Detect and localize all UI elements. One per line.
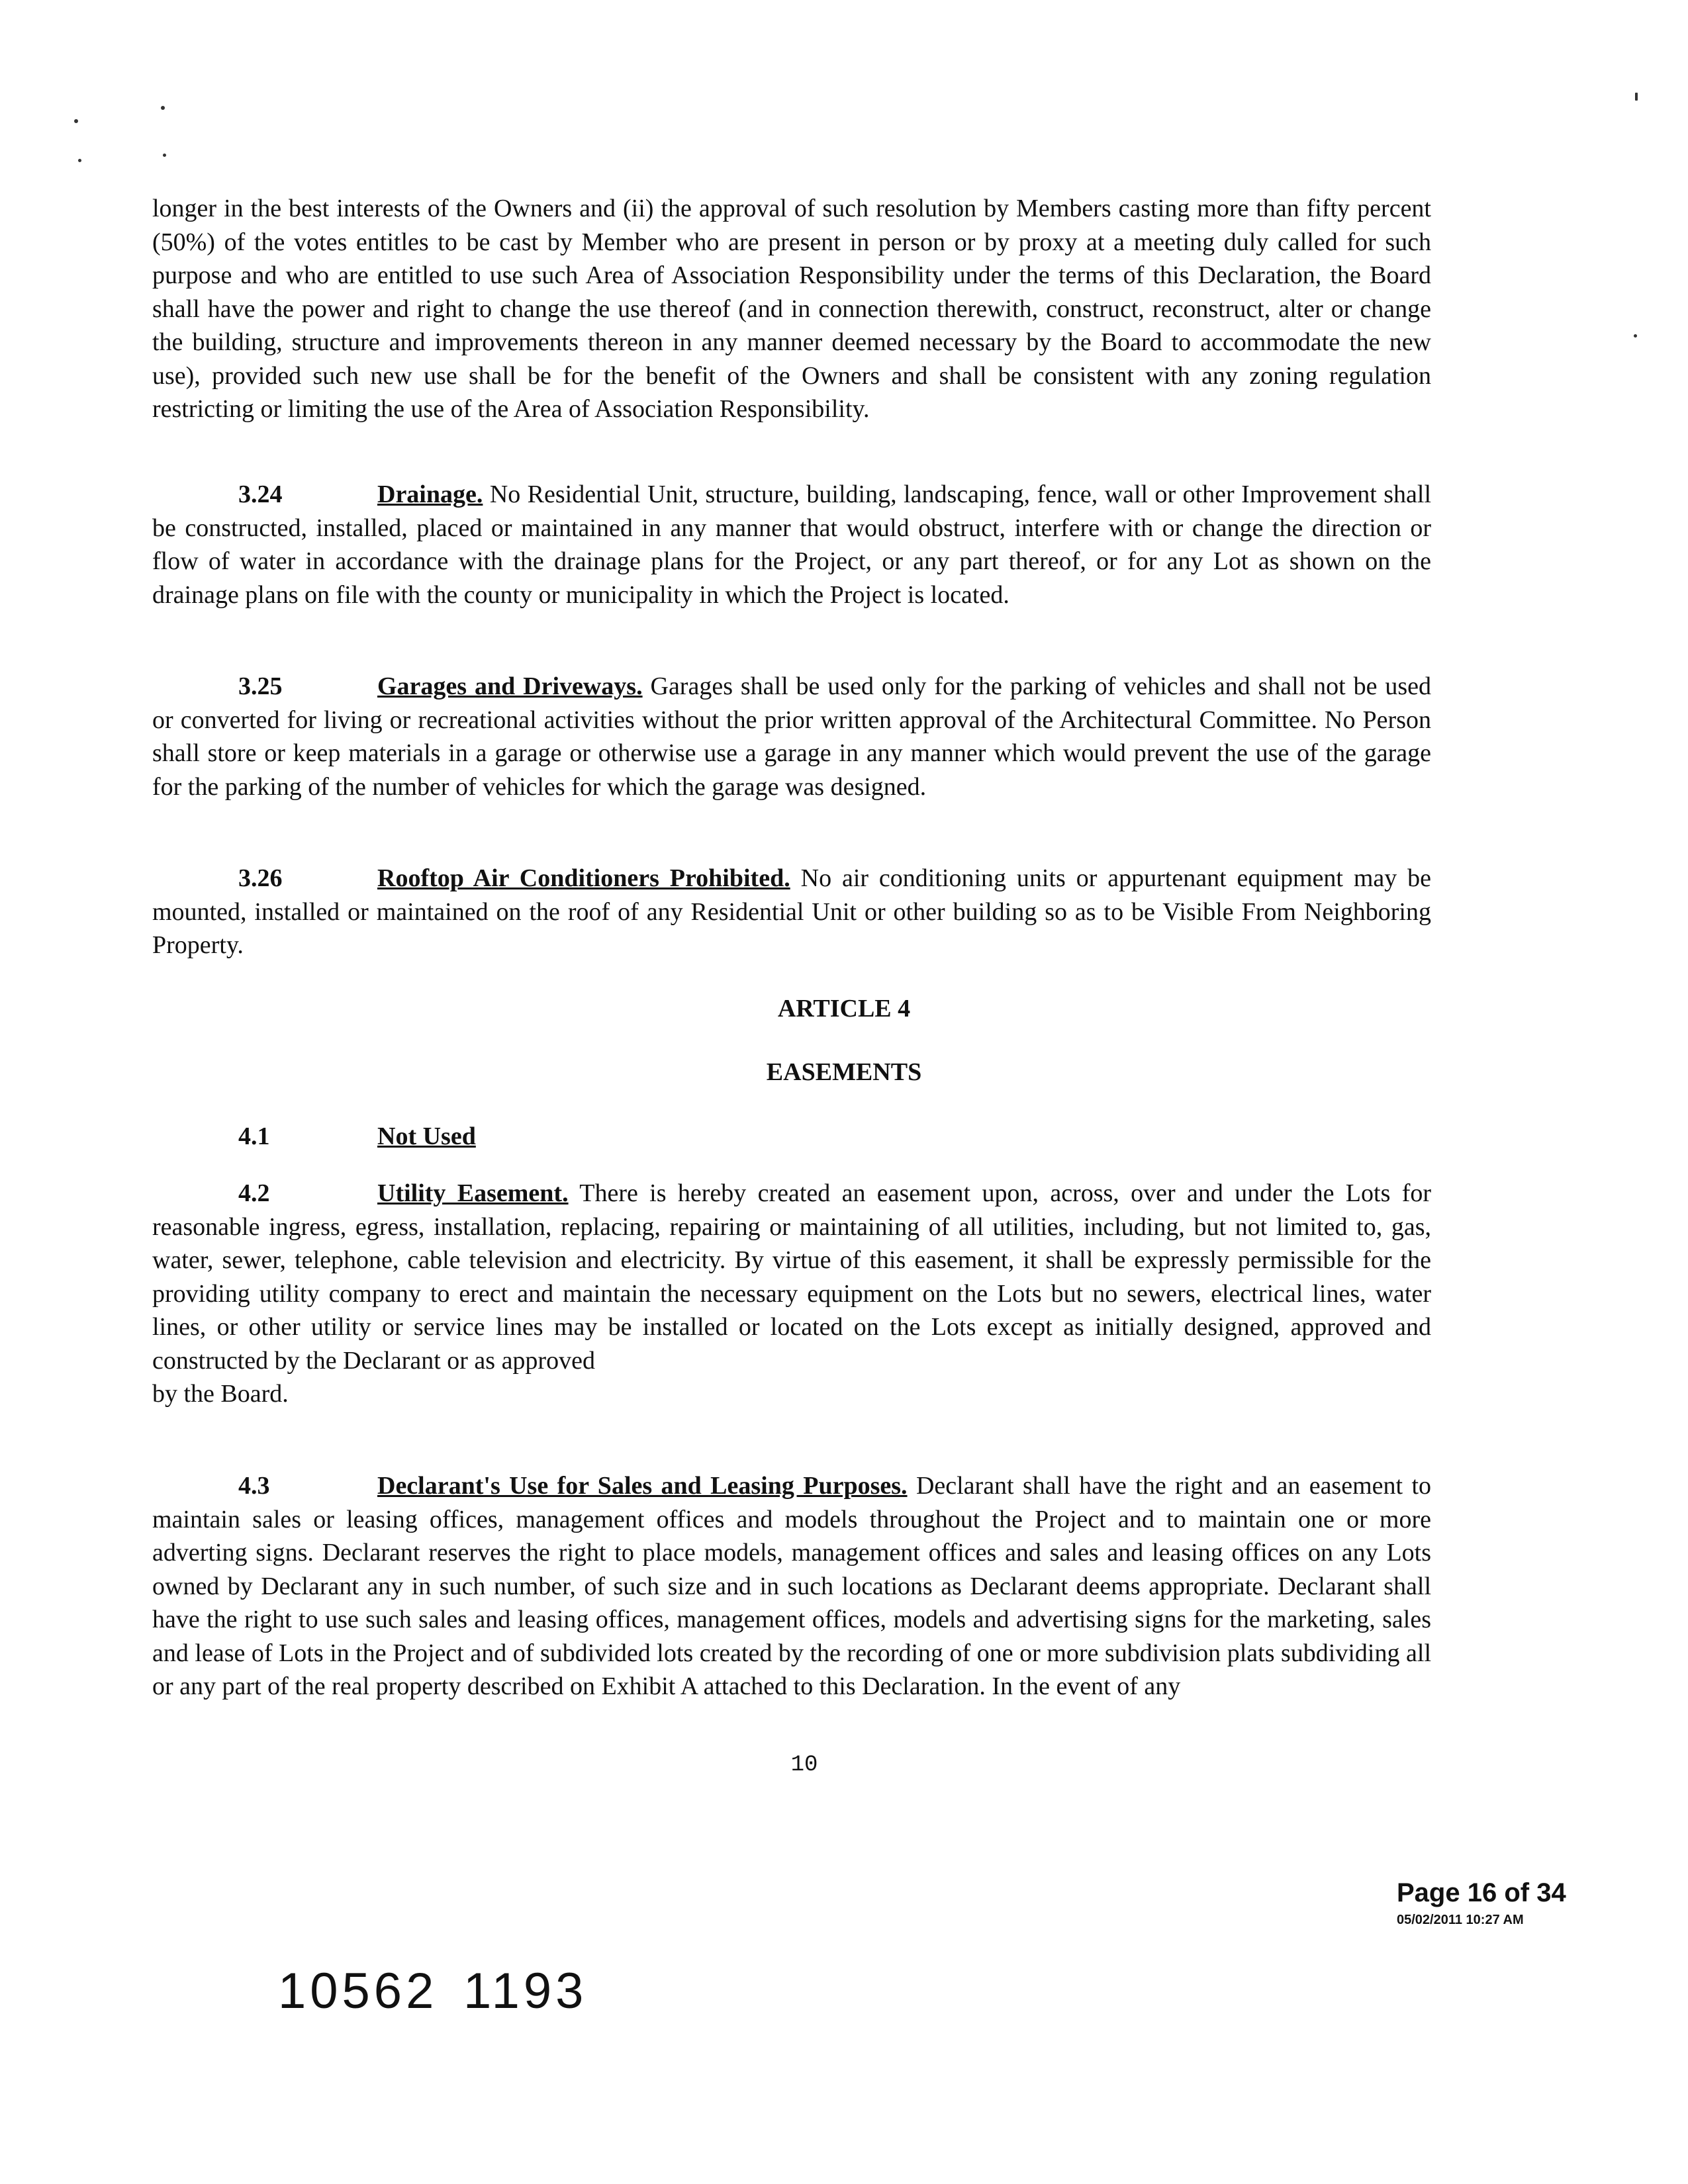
section-text: No Residential Unit, structure, building, landscaping, fence, wall or other Improvement shall be constructed, installed, placed or maintained in any manner that would obstruct, interfere with or change the direction or flow of water in accordance with the drainage plans for the Project, or any part thereof, or for any Lot as shown on the drainage plans on file with the county or municipality in which the Project is located. bbox=[152, 480, 1431, 609]
article-number: ARTICLE 4 bbox=[777, 995, 911, 1023]
recorder-timestamp: 05/02/2011 10:27 AM bbox=[1397, 1913, 1524, 1927]
section-text: Garages shall be used only for the parking of vehicles and shall not be used or converted for living or recreational activities without the prior written approval of the Architectural Committee. No Person shall store or keep materials in a garage or otherwise use a garage in any manner which would prevent the use of the garage for the parking of the number of vehicles for which the garage was designed. bbox=[152, 672, 1432, 801]
section-title: Not Used bbox=[377, 1122, 476, 1150]
section-title: Drainage. bbox=[377, 480, 483, 508]
section-title: Utility Easement. bbox=[377, 1179, 569, 1207]
book-number: 10562 bbox=[278, 1963, 438, 2019]
section-4-3 bbox=[152, 1469, 1431, 1704]
section-title: Garages and Driveways. bbox=[377, 672, 643, 700]
section-number: 4.3 bbox=[238, 1472, 270, 1500]
section-4-2 bbox=[152, 1177, 1431, 1411]
section-3-25 bbox=[152, 670, 1431, 803]
scan-speck bbox=[78, 159, 81, 162]
scan-speck bbox=[163, 154, 166, 157]
section-number: 3.25 bbox=[238, 672, 283, 700]
section-text: There is hereby created an easement upon, across, over and under the Lots for reasonable ingress, egress, installation, replacing, repairing or maintaining of all utilities, including, but not limited to, gas, water, sewer, telephone, cable television and electricity. By virtue of this easement, it shall be expressly permissible for the providing utility company to erect and maintain the necessary equipment on the Lots but no sewers, electrical lines, water lines, or other utility or service lines may be installed or located on the Lots except as initially designed, approved and constructed by the Declarant or as approved bbox=[152, 1179, 1431, 1375]
scan-speck bbox=[161, 106, 165, 110]
book-page-number: 1193 bbox=[463, 1963, 588, 2019]
section-text-tail: by the Board. bbox=[152, 1380, 289, 1408]
recorder-page-stamp: Page 16 of 34 bbox=[1397, 1878, 1566, 1907]
scan-speck bbox=[74, 119, 78, 123]
section-title: Declarant's Use for Sales and Leasing Purposes. bbox=[377, 1472, 908, 1500]
section-number: 4.1 bbox=[238, 1122, 270, 1150]
section-number: 4.2 bbox=[238, 1179, 270, 1207]
section-number: 3.24 bbox=[238, 480, 283, 508]
section-title: Rooftop Air Conditioners Prohibited. bbox=[377, 864, 790, 892]
section-4-1 bbox=[152, 1120, 1431, 1154]
scan-speck bbox=[1635, 93, 1638, 101]
section-3-26 bbox=[152, 862, 1431, 962]
section-text: No air conditioning units or appurtenant equipment may be mounted, installed or maintained on the roof of any Residential Unit or other building so as to be Visible From Neighboring Property. bbox=[152, 864, 1432, 959]
intro-paragraph: longer in the best interests of the Owners and (ii) the approval of such resolution by Members casting more than fifty percent (50%) of the votes entitles to be cast by Member who are present in person or by proxy at a meeting duly called for such purpose and who are entitled to use such Area of Association Responsibility under the terms of this Declaration, the Board shall have the power and right to change the use thereof (and in connection therewith, construct, reconstruct, alter or change the building, structure and improvements thereon in any manner deemed necessary by the Board to accommodate the new use), provided such new use shall be for the benefit of the Owners and shall be consistent with any zoning regulation restricting or limiting the use of the Area of Association Responsibility. bbox=[152, 195, 1431, 423]
scan-speck bbox=[1634, 334, 1637, 338]
page-number: 10 bbox=[790, 1752, 818, 1778]
section-3-24 bbox=[152, 478, 1431, 612]
intro-block bbox=[152, 192, 1431, 426]
article-title: EASEMENTS bbox=[766, 1058, 922, 1086]
section-number: 3.26 bbox=[238, 864, 283, 892]
section-text: Declarant shall have the right and an easement to maintain sales or leasing offices, management offices and models throughout the Project and to maintain one or more adverting signs. Declarant reserves the right to place models, management offices and sales and leasing offices on any Lots owned by Declarant any in such number, of such size and in such locations as Declarant deems appropriate. Declarant shall have the right to use such sales and leasing offices, management offices, models and advertising signs for the marketing, sales and lease of Lots in the Project and of subdivided lots created by the recording of one or more subdivision plats subdividing all or any part of the real property described on Exhibit A attached to this Declaration. In the event of any bbox=[152, 1472, 1432, 1700]
